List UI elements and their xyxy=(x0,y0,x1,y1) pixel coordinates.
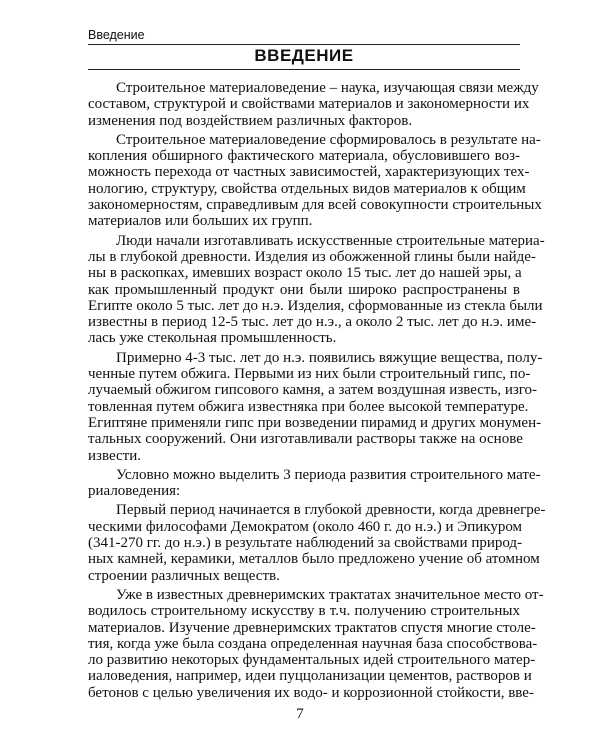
body-text xyxy=(88,80,546,704)
text-line: лась уже стекольная промышленность. xyxy=(88,330,337,347)
text-line: составом, структурой и свойствами материалов и закономерности их xyxy=(88,96,530,113)
text-line: материалов. Изучение древнеримских трактатов спустя многие столе- xyxy=(88,619,536,636)
text-line: водилось строительному искусству в т.ч. получению строительных xyxy=(88,603,520,620)
text-line: бетонов с целью увеличения их водо- и коррозионной стойкости, вве- xyxy=(88,684,534,701)
text-line: нологию, структуру, свойства отдельных видов материалов к общим xyxy=(88,180,526,197)
text-line: Люди начали изготавливать искусственные строительные материа- xyxy=(116,232,545,249)
paragraph xyxy=(88,466,541,500)
text-line: Примерно 4-3 тыс. лет до н.э. появились вяжущие вещества, полу- xyxy=(116,349,543,366)
running-header xyxy=(88,28,520,45)
running-header-title: Введение xyxy=(88,28,145,42)
text-line: изменения под воздействием различных факторов. xyxy=(88,112,413,129)
text-line: тальных сооружений. Они изготавливали растворы также на основе xyxy=(88,431,523,448)
text-line: Первый период начинается в глубокой древности, когда древнегре- xyxy=(116,502,546,519)
page-number: 7 xyxy=(296,706,304,722)
text-line: можность перехода от частных зависимостей, характеризующих тех- xyxy=(88,164,530,181)
text-line: Египте около 5 тыс. лет до н.э. Изделия, сформованные из стекла были xyxy=(88,297,543,314)
text-line: копления обширного фактического материала, обусловившего воз- xyxy=(88,148,520,165)
text-line: ных камней, керамики, металлов было предложено учение об атомном xyxy=(88,551,540,568)
text-line: лы в глубокой древности. Изделия из обожженной глины были найде- xyxy=(88,248,536,265)
chapter-title xyxy=(88,46,520,70)
text-line: Египтяне применяли гипс при возведении пирамид и других монумен- xyxy=(88,414,542,431)
text-line: Строительное материаловедение – наука, изучающая связи между xyxy=(116,80,539,96)
text-line: товленная путем обжига известняка при более высокой температуре. xyxy=(88,398,529,415)
paragraph xyxy=(88,502,546,584)
text-line: лучаемый обжигом гипсового камня, а затем воздушная известь, изго- xyxy=(88,382,538,399)
text-line: ческими философами Демократом (около 460 г. до н.э.) и Эпикуром xyxy=(88,518,523,535)
text-line: закономерностям, справедливым для всей совокупности строительных xyxy=(88,197,542,214)
text-line: Уже в известных древнеримских трактатах значительное место от- xyxy=(116,586,544,603)
text-line: иаловедения, например, идеи пуццоланизации цементов, растворов и xyxy=(88,668,532,685)
text-line: тия, когда уже была создана определенная научная база способствова- xyxy=(88,635,538,652)
text-line: извести. xyxy=(88,447,141,464)
text-line: ло развитию некоторых фундаментальных идей строительного матер- xyxy=(88,652,536,669)
text-line: ченные путем обжига. Первыми из них были строительный гипс, по- xyxy=(88,366,531,383)
text-line: Строительное материаловедение сформировалось в результате на- xyxy=(116,131,541,148)
text-line: как промышленный продукт они были широко распространены в xyxy=(88,281,520,298)
paragraph xyxy=(88,349,543,464)
text-line: известны в период 12-5 тыс. лет до н.э., а около 2 тыс. лет до н.э. име- xyxy=(88,314,537,331)
chapter-title-text: ВВЕДЕНИЕ xyxy=(254,46,354,65)
paragraph xyxy=(88,131,542,230)
text-line: строении различных веществ. xyxy=(88,567,280,584)
paragraph xyxy=(88,232,545,347)
text-line: материалов или больших их групп. xyxy=(88,213,313,230)
paragraph xyxy=(88,80,539,129)
text-line: Условно можно выделить 3 периода развития строительного мате- xyxy=(116,466,541,483)
text-line: ны в раскопках, имевших возраст около 15 тыс. лет до нашей эры, а xyxy=(88,265,522,282)
text-line: (341-270 гг. до н.э.) в результате наблюдений за свойствами природ- xyxy=(88,535,523,552)
paragraph xyxy=(88,586,544,701)
text-line: риаловедения: xyxy=(88,483,181,500)
